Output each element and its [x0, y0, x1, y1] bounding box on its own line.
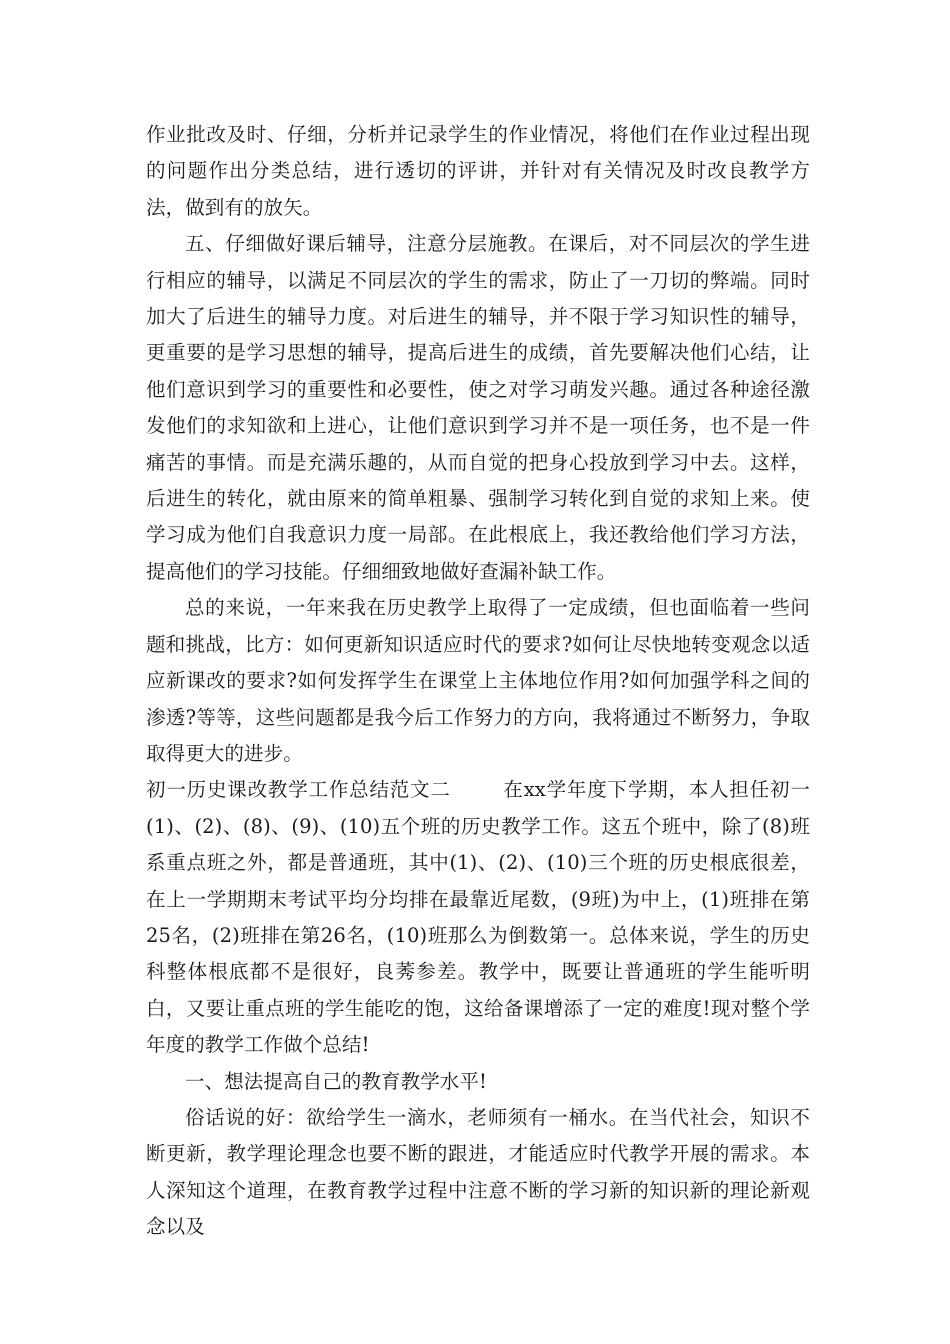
paragraph-proverb: 俗话说的好：欲给学生一滴水，老师须有一桶水。在当代社会，知识不断更新，教学理论理念也要不断的跟进，才能适应时代教学开展的需求。本人深知这个道理，在教育教学过程中注意不断的学习新的知识新的理论新观念以及: [146, 1105, 810, 1239]
paragraph-section-two: [146, 772, 810, 1063]
section-title: 初一历史课改教学工作总结范文二: [146, 778, 451, 802]
heading-improve-teaching: 一、想法提高自己的教育教学水平!: [185, 1069, 487, 1093]
document-page: [146, 117, 810, 1246]
paragraph-tutoring: 五、仔细做好课后辅导，注意分层施教。在课后，对不同层次的学生进行相应的辅导，以满足不同层次的学生的需求，防止了一刀切的弊端。同时加大了后进生的辅导力度。对后进生的辅导，并不限于学习知识性的辅导，更重要的是学习思想的辅导，提高后进生的成绩，首先要解决他们心结，让他们意识到学习的重要性和必要性，使之对学习萌发兴趣。通过各种途径激发他们的求知欲和上进心，让他们意识到学习并不是一项任务，也不是一件痛苦的事情。而是充满乐趣的，从而自觉的把身心投放到学习中去。这样，后进生的转化，就由原来的简单粗暴、强制学习转化到自觉的求知上来。使学习成为他们自我意识力度一局部。在此根底上，我还教给他们学习方法，提高他们的学习技能。仔细细致地做好查漏补缺工作。: [146, 232, 810, 583]
section-body: 在xx学年度下学期，本人担任初一(1)、(2)、(8)、(9)、(10)五个班的历史教学工作。这五个班中，除了(8)班系重点班之外，都是普通班，其中(1)、(2)、(10)三个班的历史根底很差，在上一学期期末考试平均分均排在最靠近尾数，(9班)为中上，(1)班排在第25名，(2)班排在第26名，(10)班那么为倒数第一。总体来说，学生的历史科整体根底都不是很好，良莠参差。教学中，既要让普通班的学生能听明白，又要让重点班的学生能吃的饱，这给备课增添了一定的难度!现对整个学年度的教学工作做个总结!: [146, 778, 810, 1057]
paragraph-summary: 总的来说，一年来我在历史教学上取得了一定成绩，但也面临着一些问题和挑战，比方：如何更新知识适应时代的要求?如何让尽快地转变观念以适应新课改的要求?如何发挥学生在课堂上主体地位作用?如何加强学科之间的渗透?等等，这些问题都是我今后工作努力的方向，我将通过不断努力，争取取得更大的进步。: [146, 596, 810, 765]
paragraph-homework: 作业批改及时、仔细，分析并记录学生的作业情况，将他们在作业过程出现的问题作出分类总结，进行透切的评讲，并针对有关情况及时改良教学方法，做到有的放矢。: [146, 123, 810, 219]
